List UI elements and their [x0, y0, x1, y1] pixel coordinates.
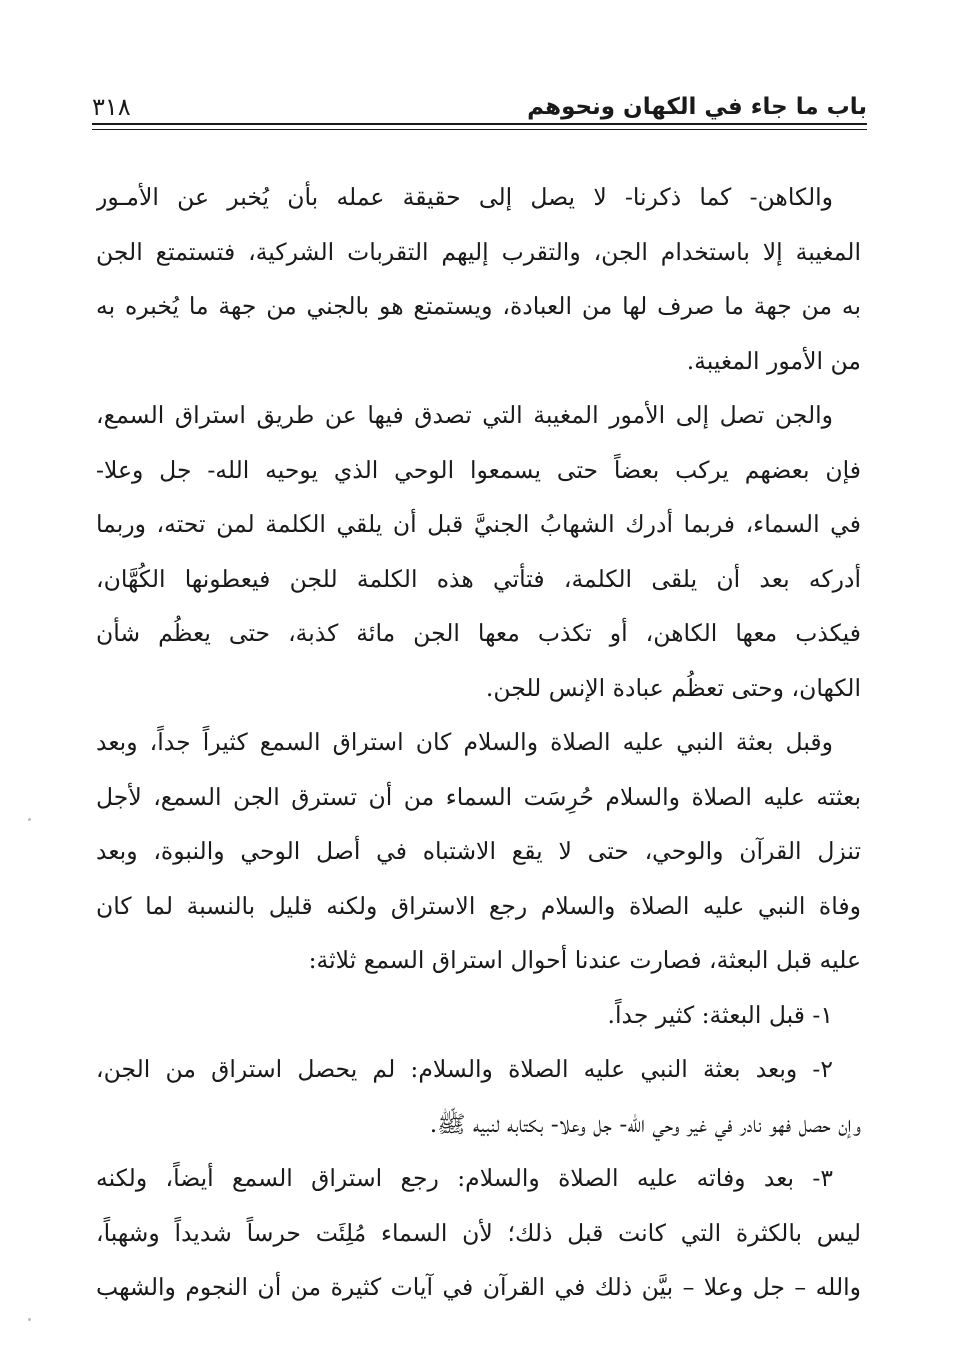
page-number: ٣١٨: [92, 93, 131, 121]
text-line: ليس بالكثرة التي كانت قبل ذلك؛ لأن السماء مُلِئَت حرساً شديداً وشهباً،: [96, 1218, 861, 1247]
text-line: في السماء، فربما أدرك الشهابُ الجنيَّ قبل أن يلقي الكلمة لمن تحته، وربما: [96, 510, 861, 538]
text-line: فيكذب معها الكاهن، أو تكذب معها الجن مائة كذبة، حتى يعظُم شأن: [96, 619, 861, 647]
scan-speck: [28, 818, 31, 821]
header-rule-thin: [92, 129, 867, 130]
paragraph-1: [96, 170, 861, 388]
text-line: تنزل القرآن والوحي، حتى لا يقع الاشتباه في أصل الوحي والنبوة، وبعد: [96, 837, 861, 865]
text-line: الكهان، وحتى تعظُم عبادة الإنس للجن.: [485, 673, 861, 702]
text-line: المغيبة إلا باستخدام الجن، والتقرب إليهم التقربات الشركية، فتستمتع الجن: [96, 237, 861, 266]
text-line: عليه قبل البعثة، فصارت عندنا أحوال استراق السمع ثلاثة:: [308, 946, 861, 974]
text-line: أدركه بعد أن يلقى الكلمة، فتأتي هذه الكلمة للجن فيعطونها الكُهَّان،: [96, 564, 861, 593]
text-line: والكاهن- كما ذكرنا- لا يصل إلى حقيقة عمله بأن يُخبر عن الأمـور: [96, 183, 833, 211]
text-line: من الأمور المغيبة.: [686, 346, 861, 375]
list-item-3: [96, 1151, 861, 1315]
text-line: ١- قبل البعثة: كثير جداً.: [607, 1000, 833, 1029]
paragraph-2: [96, 388, 861, 715]
text-line: وقبل بعثة النبي عليه الصلاة والسلام كان استراق السمع كثيراً جداً، وبعد: [96, 728, 833, 756]
text-line: فإن بعضهم يركب بعضاً حتى يسمعوا الوحي الذي يوحيه الله- جل وعلا-: [96, 455, 861, 484]
text-line: وفاة النبي عليه الصلاة والسلام رجع الاستراق ولكنه قليل بالنسبة لما كان: [96, 891, 861, 920]
text-line: وإن حصل فهو نادر في غير وحي الله- جل وعلا- بكتابه لنبيه ﷺ.: [429, 1109, 861, 1138]
header-rule: [92, 123, 867, 125]
body-text: [96, 170, 861, 1315]
chapter-title: باب ما جاء في الكهان ونحوهم: [527, 94, 867, 120]
text-line: ٢- وبعد بعثة النبي عليه الصلاة والسلام: لم يحصل استراق من الجن،: [96, 1055, 833, 1083]
text-line: والجن تصل إلى الأمور المغيبة التي تصدق فيها عن طريق استراق السمع،: [96, 401, 833, 429]
list-item-1: [96, 988, 861, 1043]
text-line: بعثته عليه الصلاة والسلام حُرِسَت السماء من أن تسترق الجن السمع، لأجل: [96, 782, 861, 811]
paragraph-3: [96, 715, 861, 988]
page-header: [92, 82, 867, 122]
list-item-2: [96, 1042, 861, 1151]
text-line: ٣- بعد وفاته عليه الصلاة والسلام: رجع استراق السمع أيضاً، ولكنه: [96, 1164, 833, 1192]
scan-speck: [28, 1318, 31, 1321]
text-line: به من جهة ما صرف لها من العبادة، ويستمتع هو بالجني من جهة ما يُخبره به: [96, 292, 861, 320]
text-line: والله – جل وعلا – بيَّن ذلك في القرآن في آيات كثيرة من أن النجوم والشهب: [96, 1273, 861, 1301]
